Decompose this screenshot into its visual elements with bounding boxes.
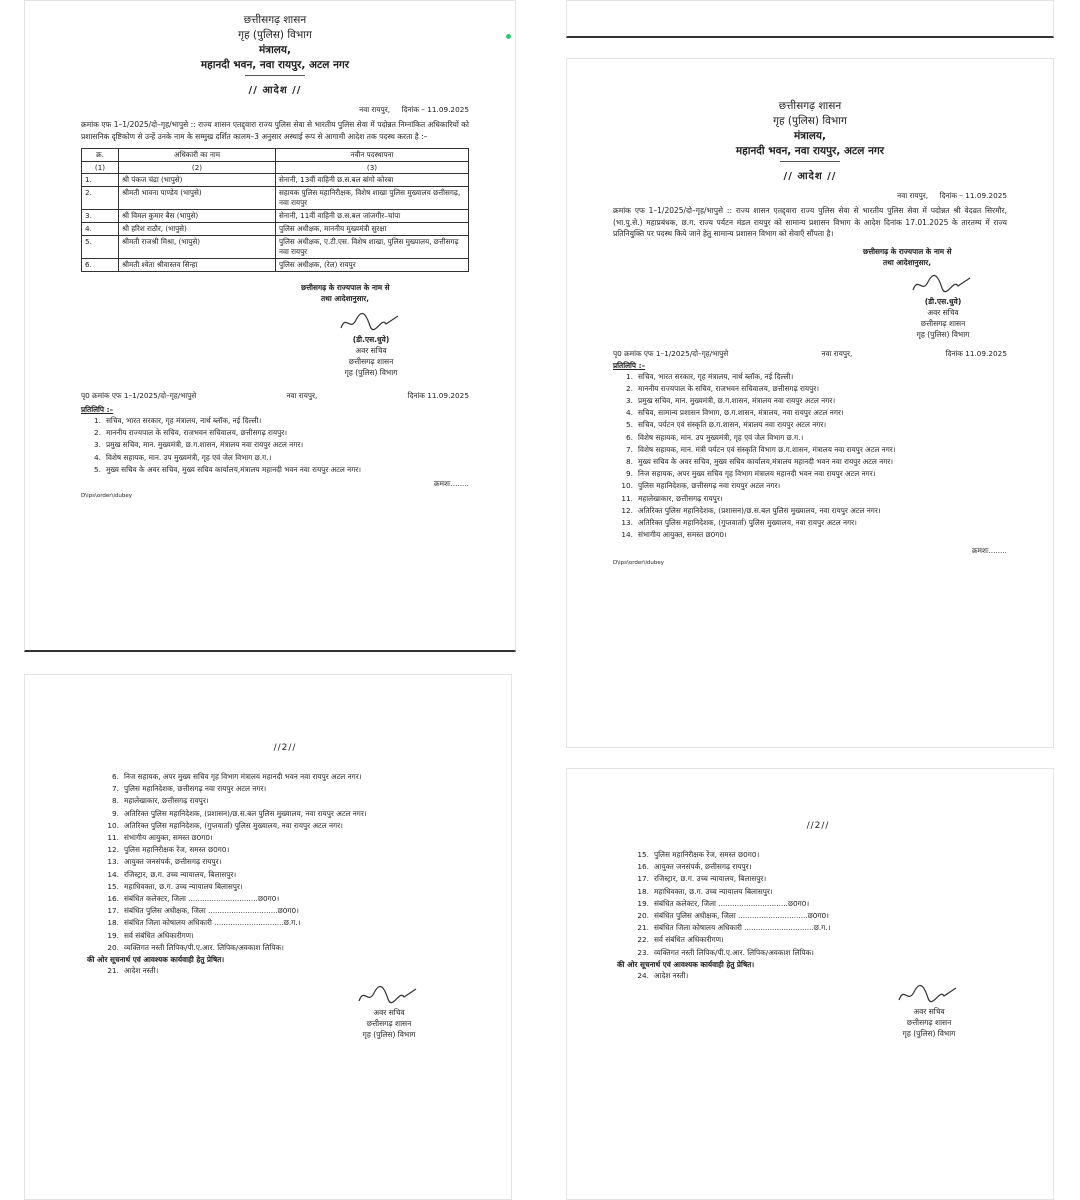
item-number: 22.: [637, 935, 649, 945]
last-item-list: [629, 970, 1007, 982]
item-number: 7.: [626, 444, 633, 454]
list-item: [629, 861, 1007, 873]
signer-dept: गृह (पुलिस) विभाग: [916, 329, 970, 339]
item-text: सचिव, भारत सरकार, गृह मंत्रालय, नार्थ ब्लॉक, नई दिल्ली।: [638, 371, 794, 381]
item-number: 14.: [107, 869, 119, 879]
table-row: [82, 236, 469, 259]
item-text: व्यक्तिगत नस्ती लिपिक/पी.ए.आर. लिपिक/अवकाश लिपिक।: [124, 942, 284, 952]
place: नवा रायपुर,: [897, 191, 929, 200]
item-text: प्रमुख सचिव, मान. मुख्यमंत्री, छ.ग.शासन, मंत्रालय नवा रायपुर अटल नगर।: [638, 395, 836, 405]
list-item: [613, 480, 1007, 492]
item-text: रजिस्ट्रार, छ.ग. उच्च न्यायालय, बिलासपुर।: [124, 869, 237, 879]
list-item: [99, 808, 471, 820]
list-item: [613, 444, 1007, 456]
list-item: [613, 407, 1007, 419]
endorsement-place: नवा रायपुर,: [821, 348, 853, 358]
order-page-2: [566, 58, 1054, 748]
table-cell: श्री हरिश राठौर, (भापुसे): [119, 223, 276, 236]
list-item: [613, 456, 1007, 468]
item-number: 23.: [637, 947, 649, 957]
list-item: [613, 383, 1007, 395]
signer-dept: गृह (पुलिस) विभाग: [344, 368, 398, 377]
item-number: 18.: [107, 918, 119, 928]
item-text: महाधिवक्ता, छ.ग. उच्च न्यायालय बिलासपुर।: [124, 881, 243, 891]
item-text: संभागीय आयुक्त, समस्त छ0ग0।: [124, 833, 213, 843]
item-text: सर्व संबंधित अधिकारीगण।: [124, 930, 194, 940]
copy-label: प्रतिलिपि :–: [613, 360, 646, 370]
table-cell: सेनानी, 13वीं वाहिनी छ.स.बल बांगो कोरबा: [276, 174, 469, 187]
item-number: 2.: [94, 428, 101, 438]
item-text: विशेष सहायक, मान. मंत्री पर्यटन एवं संस्कृति विभाग छ.ग.शासन, मंत्रालय नवा रायपुर अटल नगर।: [638, 444, 896, 454]
endorsement-place: नवा रायपुर,: [286, 391, 318, 400]
col-header: अधिकारी का नाम: [119, 149, 276, 162]
item-text: पुलिस महानिरीक्षक रेंज, समस्त छ0ग0।: [654, 850, 760, 859]
governor-text: छत्तीसगढ़ के राज्यपाल के नाम से: [301, 283, 390, 292]
address: महानदी भवन, नवा रायपुर, अटल नगर: [735, 145, 885, 157]
footer-code: D\ips\order\idubey: [613, 560, 664, 567]
item-number: 9.: [112, 808, 119, 818]
item-text: निज सहायक, अपर मुख्य सचिव गृह विभाग मंत्रालय महानदी भवन नवा रायपुर अटल नगर।: [638, 469, 876, 479]
list-item: [99, 917, 471, 929]
item-text: सचिव, पर्यटन एवं संस्कृति छ.ग.शासन, मंत्रालय नवा रायपुर अटल नगर।: [638, 420, 827, 430]
item-number: 13.: [621, 517, 633, 527]
list-item: [629, 947, 1007, 959]
item-number: 17.: [107, 906, 119, 916]
item-text: निज सहायक, अपर मुख्य सचिव गृह विभाग मंत्रालय महानदी भवन नवा रायपुर अटल नगर।: [124, 772, 362, 781]
table-cell: 2.: [82, 187, 119, 210]
divider: [780, 161, 840, 162]
signer-gov: छत्तीसगढ़ शासन: [920, 318, 966, 328]
signer-title: अवर सचिव: [913, 1007, 945, 1017]
item-text: मुख्य सचिव के अवर सचिव, मुख्य सचिव कार्यालय,मंत्रालय महानदी भवन नवा रायपुर अटल नगर।: [106, 464, 362, 474]
date-line: [81, 104, 469, 115]
signature-block: [869, 982, 989, 1039]
signature-scribble-icon: [354, 983, 424, 1007]
item-number: 24.: [637, 970, 649, 980]
table-cell: 6.: [82, 259, 119, 272]
order-title: // आदेश //: [783, 171, 837, 182]
copy-list: [81, 415, 469, 476]
list-item: [629, 934, 1007, 946]
item-text: महालेखाकार, छत्तीसगढ़ रायपुर।: [638, 493, 723, 503]
list-item: [99, 965, 471, 977]
gov-name: छत्तीसगढ़ शासन: [243, 14, 307, 26]
item-number: 8.: [626, 456, 633, 466]
endorsement-date: दिनांक 11.09.2025: [945, 348, 1007, 358]
item-text: संबंधित पुलिस अधीक्षक, जिला ..............................छ0ग0।: [654, 911, 829, 921]
item-number: 5.: [626, 420, 633, 430]
signature-block: [311, 310, 431, 378]
item-number: 16.: [107, 894, 119, 904]
signer-gov: छत्तीसगढ़ शासन: [348, 357, 394, 366]
status-dot-icon: [506, 34, 511, 39]
item-text: अतिरिक्त पुलिस महानिदेशक, (गुप्तवार्ता) पुलिस मुख्यालय, नवा रायपुर अटल नगर।: [638, 517, 857, 527]
col-subheader: (3): [276, 162, 469, 174]
list-item: [613, 419, 1007, 431]
item-text: प्रमुख सचिव, मान. मुख्यमंत्री, छ.ग.शासन, मंत्रालय नवा रायपुर अटल नगर।: [106, 440, 304, 450]
dept-name: गृह (पुलिस) विभाग: [238, 29, 312, 41]
order-title: // आदेश //: [248, 85, 302, 96]
item-text: आदेश नस्ती।: [654, 970, 689, 980]
item-number: 19.: [107, 930, 119, 940]
table-cell: 1.: [82, 174, 119, 187]
signer-dept: गृह (पुलिस) विभाग: [362, 1030, 416, 1040]
endorsement-line: [613, 348, 1007, 359]
item-text: संबंधित कलेक्टर, जिला ..............................छ0ग0।: [124, 894, 280, 904]
table-cell: श्रीमती राजश्री मिश्रा, (भापुसे): [119, 236, 276, 259]
item-text: सर्व संबंधित अधिकारीगण।: [654, 935, 724, 945]
col-header: नवीन पदस्थापना: [276, 149, 469, 162]
list-item: [81, 452, 469, 464]
col-header: क्र.: [82, 149, 119, 162]
item-number: 13.: [107, 857, 119, 867]
item-number: 20.: [107, 942, 119, 952]
continued-mark: क्रमशः........: [434, 479, 469, 489]
list-item: [99, 795, 471, 807]
signer-name: (डी.एस.धुवे): [352, 335, 390, 344]
list-item: [613, 468, 1007, 480]
signature-scribble-icon: [908, 272, 978, 296]
governor-line: [301, 282, 469, 304]
item-text: महाधिवक्ता, छ.ग. उच्च न्यायालय बिलासपुर।: [654, 886, 773, 896]
signer-title: अवर सचिव: [355, 346, 387, 355]
item-text: पुलिस महानिदेशक, छत्तीसगढ़ नवा रायपुर अटल नगर।: [638, 481, 781, 491]
mantralaya: मंत्रालय,: [794, 130, 826, 142]
signer-title: अवर सचिव: [927, 307, 959, 317]
item-number: 11.: [621, 493, 633, 503]
page-number: //2//: [273, 743, 297, 753]
list-item: [629, 849, 1007, 861]
item-number: 1.: [626, 371, 633, 381]
list-item: [613, 505, 1007, 517]
list-item: [613, 493, 1007, 505]
list-item: [629, 970, 1007, 982]
list-item: [99, 856, 471, 868]
date: दिनांक – 11.09.2025: [401, 105, 469, 114]
item-number: 19.: [637, 898, 649, 908]
signer-dept: गृह (पुलिस) विभाग: [902, 1029, 956, 1039]
item-text: माननीय राज्यपाल के सचिव, राजभवन सचिवालय, छत्तीसगढ़ रायपुर।: [638, 383, 820, 393]
item-text: संबंधित जिला कोषालय अधिकारी ..............................छ.ग.।: [124, 918, 301, 928]
governor-text-2: तथा आदेशानुसार,: [321, 294, 370, 303]
table-cell: सेनानी, 11वीं वाहिनी छ.स.बल जांजगीर–चांपा: [276, 210, 469, 223]
previous-page-sliver: [566, 0, 1054, 38]
item-number: 2.: [626, 383, 633, 393]
table-cell: 5.: [82, 236, 119, 259]
endorsement-date: दिनांक 11.09.2025: [407, 391, 469, 400]
item-text: अतिरिक्त पुलिस महानिदेशक, (प्रशासन)/छ.स.बल पुलिस मुख्यालय, नवा रायपुर अटल नगर।: [124, 808, 367, 818]
list-item: [629, 922, 1007, 934]
list-item: [629, 886, 1007, 898]
list-item: [613, 529, 1007, 541]
signature-scribble-icon: [894, 982, 964, 1006]
list-item: [613, 517, 1007, 529]
order-page-4: [566, 768, 1054, 1200]
item-text: अतिरिक्त पुलिस महानिदेशक, (प्रशासन)/छ.स.बल पुलिस मुख्यालय, नवा रायपुर अटल नगर।: [638, 505, 881, 515]
address: महानदी भवन, नवा रायपुर, अटल नगर: [200, 59, 350, 71]
item-number: 16.: [637, 862, 649, 872]
mantralaya: मंत्रालय,: [259, 44, 291, 56]
table-cell: श्रीमती श्वेता श्रीवास्तव सिन्हा: [119, 259, 276, 272]
letterhead: [613, 99, 1007, 159]
signer-name: (डी.एस.धुवे): [924, 296, 962, 306]
list-item: [81, 415, 469, 427]
item-number: 8.: [112, 796, 119, 806]
list-item: [99, 783, 471, 795]
divider: [245, 75, 305, 76]
item-text: मुख्य सचिव के अवर सचिव, मुख्य सचिव कार्यालय,मंत्रालय महानदी भवन नवा रायपुर अटल नगर।: [638, 456, 894, 466]
order-page-1: [24, 0, 516, 652]
item-text: आयुक्त जनसंपर्क, छत्तीसगढ़ रायपुर।: [654, 862, 752, 872]
item-number: 6.: [626, 432, 633, 442]
item-text: आयुक्त जनसंपर्क, छत्तीसगढ़ रायपुर।: [124, 857, 222, 867]
item-number: 21.: [107, 966, 119, 976]
list-item: [99, 869, 471, 881]
list-item: [99, 844, 471, 856]
table-row: [82, 259, 469, 272]
item-number: 15.: [107, 881, 119, 891]
place: नवा रायपुर,: [359, 105, 391, 114]
order-paragraph: क्रमांक एफ 1–1/2025/दो–गृह/भापुसे :: राज्य शासन एतद्द्वारा राज्य पुलिस सेवा से भारतीय पुलिस सेवा में पदोन्नत श्री वेदव्रत सिरमौर, (भा.पु.से.) महाप्रबंधक, छ.ग. राज्य पर्यटन मंडल रायपुर को सामान्य प्रशासन विभाग के आदेश दिनांक 17.01.2025 के तारतम्य में राज्य प्रतिनियुक्ति पर पदस्थ किये जाने हेतु सामान्य प्रशासन विभाग को सेवाएँ सौंपता है।: [613, 206, 1007, 238]
dept-name: गृह (पुलिस) विभाग: [773, 115, 847, 127]
list-item: [81, 464, 469, 476]
copy-list: [629, 849, 1007, 959]
col-subheader: (1): [82, 162, 119, 174]
item-text: रजिस्ट्रार, छ.ग. उच्च न्यायालय, बिलासपुर।: [654, 874, 767, 884]
order-paragraph: क्रमांक एफ 1–1/2025/दो–गृह/भापुसे :: राज्य शासन एतद्द्वारा राज्य पुलिस सेवा से भारतीय पुलिस सेवा में पदोन्नत निम्नांकित अधिकारियों को प्रशासनिक दृष्टिकोण से उन्हें उनके नाम के सम्मुख दर्शित कालम–3 अनुसार अस्थाई रूप से आगामी आदेश तक पदस्थ करता है :–: [81, 120, 469, 141]
signature-block: [329, 983, 449, 1040]
item-text: पुलिस महानिदेशक, छत्तीसगढ़ नवा रायपुर अटल नगर।: [124, 784, 267, 794]
item-number: 6.: [112, 772, 119, 781]
table-header-row: [82, 149, 469, 162]
item-number: 12.: [621, 505, 633, 515]
item-text: सचिव, सामान्य प्रशासन विभाग, छ.ग.शासन, मंत्रालय, नवा रायपुर अटल नगर।: [638, 408, 844, 418]
forward-note: की ओर सूचनार्थ एवं आवश्यक कार्यवाही हेतु प्रेषित।: [87, 955, 225, 965]
table-subheader-row: [82, 162, 469, 174]
list-item: [629, 910, 1007, 922]
item-text: आदेश नस्ती।: [124, 966, 159, 976]
col-subheader: (2): [119, 162, 276, 174]
item-number: 9.: [626, 469, 633, 479]
item-number: 12.: [107, 845, 119, 855]
governor-text: छत्तीसगढ़ के राज्यपाल के नाम से: [863, 246, 952, 256]
list-item: [613, 432, 1007, 444]
list-item: [99, 881, 471, 893]
list-item: [99, 905, 471, 917]
endorsement-line: [81, 390, 469, 401]
item-text: विशेष सहायक, मान. उप मुख्यमंत्री, गृह एवं जेल विभाग छ.ग.।: [106, 452, 272, 462]
order-page-3: [24, 674, 512, 1200]
item-number: 4.: [626, 408, 633, 418]
item-number: 18.: [637, 886, 649, 896]
list-item: [629, 898, 1007, 910]
forward-note: की ओर सूचनार्थ एवं आवश्यक कार्यवाही हेतु प्रेषित।: [617, 959, 755, 969]
endorsement-ref: पृ0 क्रमांक एफ 1–1/2025/दो–गृह/भापुसे: [613, 348, 729, 358]
list-item: [613, 395, 1007, 407]
gov-name: छत्तीसगढ़ शासन: [778, 100, 842, 112]
item-text: संभागीय आयुक्त, समस्त छ0ग0।: [638, 530, 727, 540]
item-number: 21.: [637, 923, 649, 933]
table-row: [82, 174, 469, 187]
item-number: 11.: [107, 833, 119, 843]
item-text: संबंधित कलेक्टर, जिला ..............................छ0ग0।: [654, 898, 810, 908]
table-cell: पुलिस अधीक्षक, माननीय मुख्यमंत्री सुरक्षा: [276, 223, 469, 236]
item-text: व्यक्तिगत नस्ती लिपिक/पी.ए.आर. लिपिक/अवकाश लिपिक।: [654, 947, 814, 957]
table-cell: श्रीमती भावना पाण्डेय (भापुसे): [119, 187, 276, 210]
list-item: [99, 771, 471, 783]
table-row: [82, 187, 469, 210]
list-item: [99, 893, 471, 905]
posting-table: [81, 148, 469, 272]
item-number: 20.: [637, 911, 649, 921]
table-row: [82, 210, 469, 223]
item-number: 17.: [637, 874, 649, 884]
table-cell: श्री विमल कुमार बैस (भापुसे): [119, 210, 276, 223]
item-text: संबंधित जिला कोषालय अधिकारी ..............................छ.ग.।: [654, 923, 831, 933]
table-row: [82, 223, 469, 236]
date: दिनांक – 11.09.2025: [939, 191, 1007, 200]
governor-text-2: तथा आदेशानुसार,: [883, 257, 932, 267]
table-cell: 4.: [82, 223, 119, 236]
letterhead: [81, 13, 469, 73]
item-number: 3.: [94, 440, 101, 450]
signer-gov: छत्तीसगढ़ शासन: [366, 1019, 412, 1029]
item-number: 15.: [637, 850, 649, 859]
copy-label: प्रतिलिपि :–: [81, 405, 114, 414]
list-item: [629, 873, 1007, 885]
list-item: [99, 930, 471, 942]
copy-list: [99, 771, 471, 954]
item-text: सचिव, भारत सरकार, गृह मंत्रालय, नार्थ ब्लॉक, नई दिल्ली।: [106, 416, 262, 425]
list-item: [99, 820, 471, 832]
item-number: 10.: [621, 481, 633, 491]
item-number: 7.: [112, 784, 119, 794]
item-text: माननीय राज्यपाल के सचिव, राजभवन सचिवालय, छत्तीसगढ़ रायपुर।: [106, 428, 288, 438]
item-number: 1.: [94, 416, 101, 425]
continued-mark: क्रमशः........: [972, 546, 1007, 556]
item-number: 4.: [94, 452, 101, 462]
last-item-list: [99, 965, 471, 977]
table-cell: श्री पंकज चंद्रा (भापुसे): [119, 174, 276, 187]
list-item: [613, 371, 1007, 383]
list-item: [99, 942, 471, 954]
item-text: पुलिस महानिरीक्षक रेंज, समस्त छ0ग0।: [124, 845, 230, 855]
signer-gov: छत्तीसगढ़ शासन: [906, 1018, 952, 1028]
item-text: संबंधित पुलिस अधीक्षक, जिला ..............................छ0ग0।: [124, 906, 299, 916]
item-number: 3.: [626, 395, 633, 405]
copy-list: [613, 371, 1007, 542]
table-cell: सहायक पुलिस महानिरीक्षक, विशेष शाखा पुलिस मुख्यालय छत्तीसगढ़, नवा रायपुर: [276, 187, 469, 210]
signature-scribble-icon: [336, 310, 406, 334]
date-line: [613, 190, 1007, 201]
signer-title: अवर सचिव: [373, 1008, 405, 1018]
list-item: [81, 427, 469, 439]
list-item: [81, 439, 469, 451]
item-text: अतिरिक्त पुलिस महानिदेशक, (गुप्तवार्ता) पुलिस मुख्यालय, नवा रायपुर अटल नगर।: [124, 820, 343, 830]
governor-line: [863, 246, 1007, 268]
table-cell: पुलिस अधीक्षक, (रेल) रायपुर: [276, 259, 469, 272]
endorsement-ref: पृ0 क्रमांक एफ 1–1/2025/दो–गृह/भापुसे: [81, 391, 197, 400]
page-number: //2//: [806, 821, 830, 831]
item-number: 5.: [94, 464, 101, 474]
item-number: 14.: [621, 530, 633, 540]
list-item: [99, 832, 471, 844]
table-cell: 3.: [82, 210, 119, 223]
item-text: विशेष सहायक, मान. उप मुख्यमंत्री, गृह एवं जेल विभाग छ.ग.।: [638, 432, 804, 442]
signature-block: [883, 272, 1003, 340]
footer-code: D\ips\order\idubey: [81, 493, 132, 500]
item-number: 10.: [107, 820, 119, 830]
item-text: महालेखाकार, छत्तीसगढ़ रायपुर।: [124, 796, 209, 806]
table-cell: पुलिस अधीक्षक, ए.टी.एस. विशेष शाखा, पुलिस मुख्यालय, छत्तीसगढ़ नवा रायपुर: [276, 236, 469, 259]
